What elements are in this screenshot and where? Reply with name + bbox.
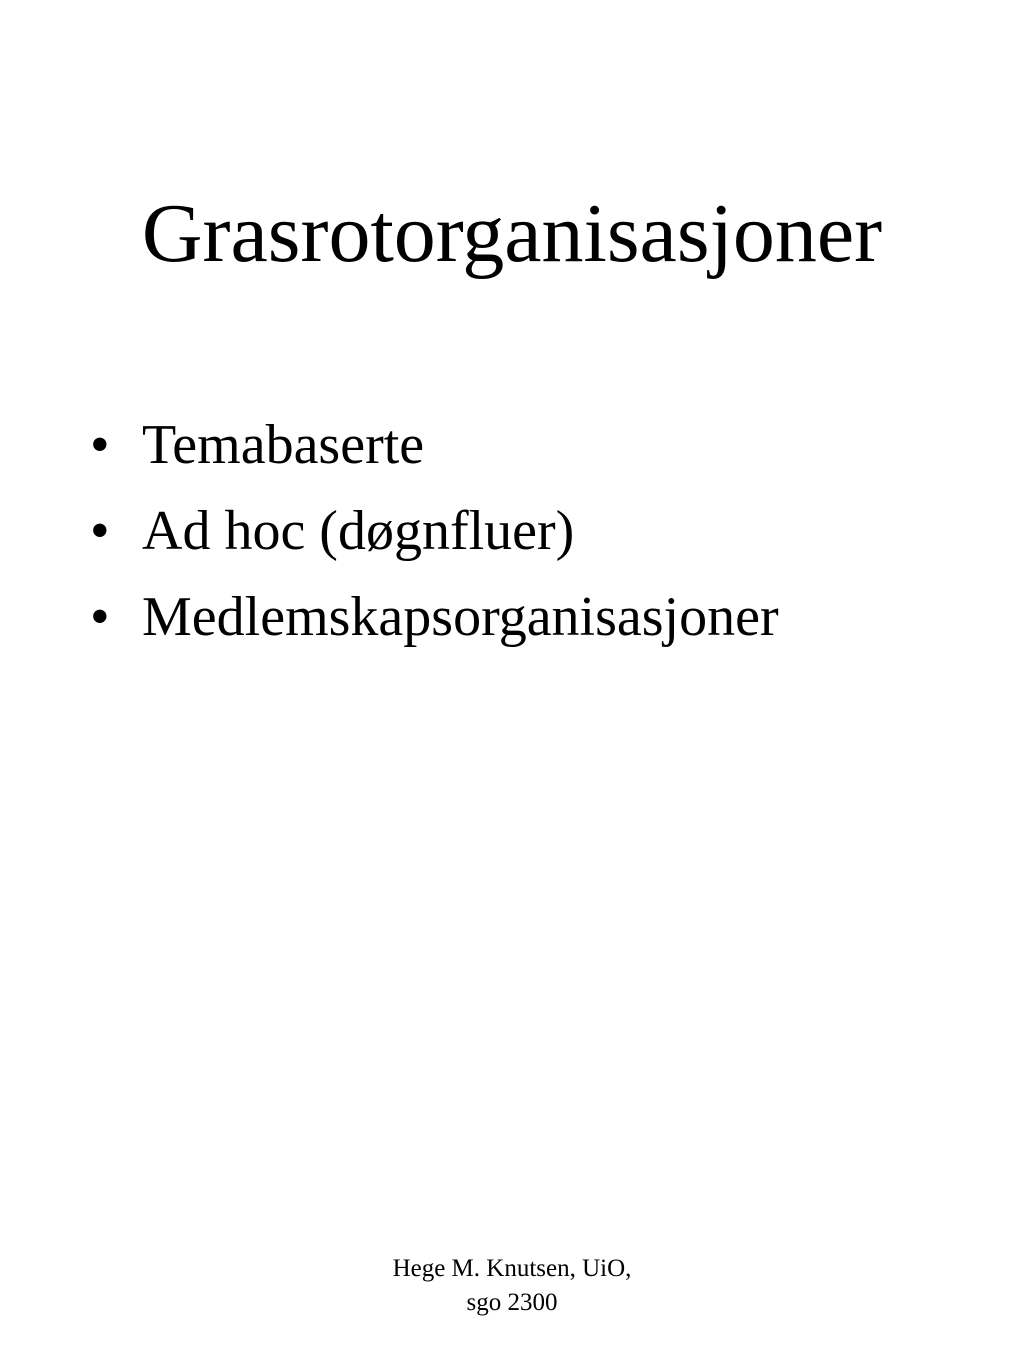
bullet-item-ad-hoc	[90, 488, 779, 574]
footer-author: Hege M. Knutsen, UiO,	[392, 1255, 632, 1282]
bullet-marker-icon: •	[90, 586, 110, 648]
slide-footer	[0, 1252, 1024, 1320]
bullet-item-medlemskap	[90, 574, 779, 660]
bullet-text: Medlemskapsorganisasjoner	[142, 586, 779, 648]
footer-course: sgo 2300	[466, 1289, 558, 1316]
bullet-text: Temabaserte	[142, 414, 425, 476]
slide-title: Grasrotorganisasjoner	[141, 187, 883, 280]
bullet-text: Ad hoc (døgnfluer)	[142, 500, 575, 562]
bullet-item-temabaserte	[90, 402, 779, 488]
bullet-list	[90, 402, 779, 660]
bullet-marker-icon: •	[90, 500, 110, 562]
bullet-marker-icon: •	[90, 414, 110, 476]
